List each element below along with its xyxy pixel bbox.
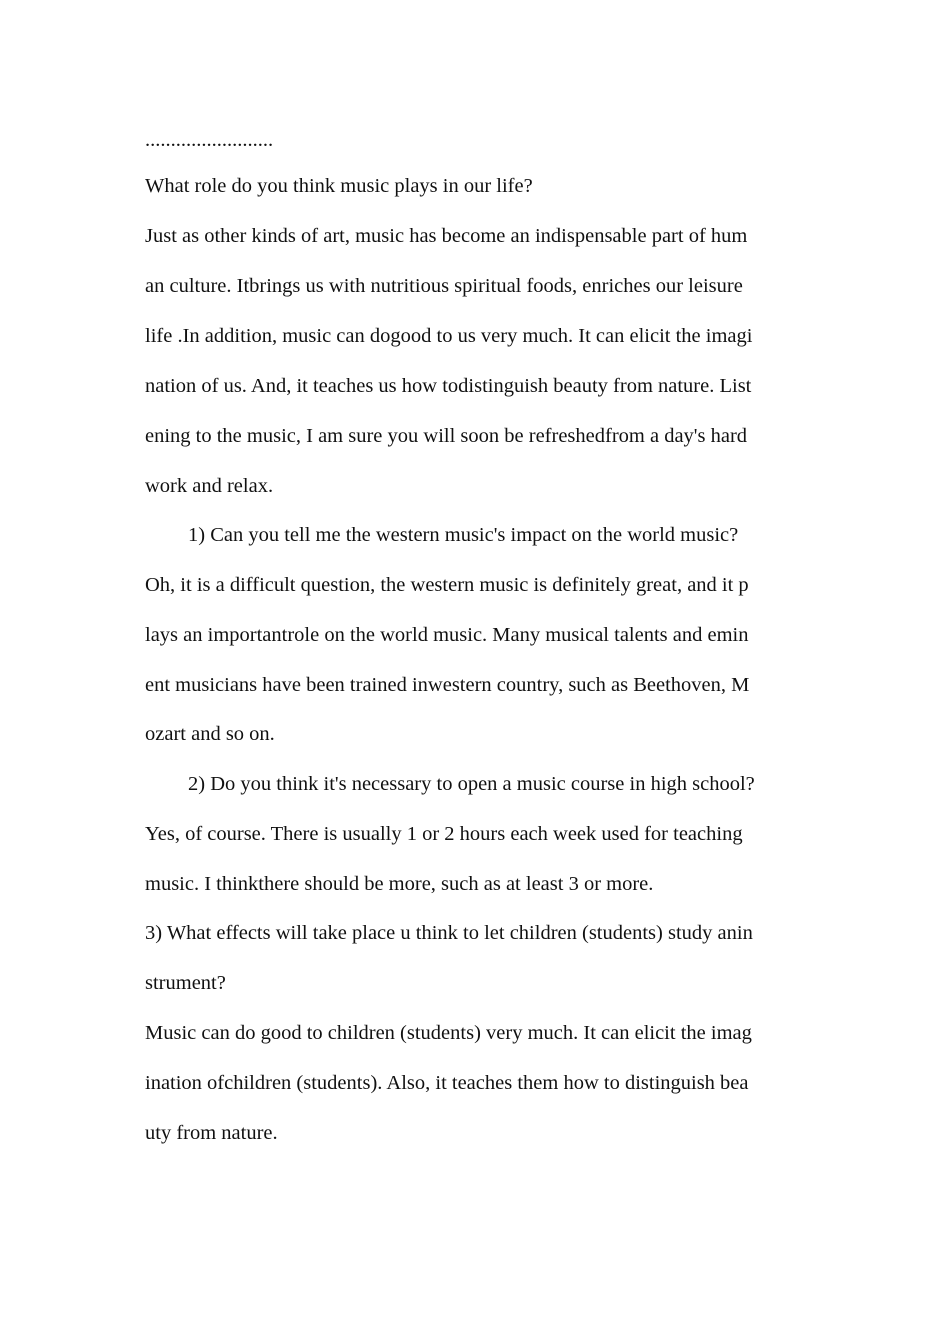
- answer-1-line: ozart and so on.: [145, 723, 275, 745]
- main-answer-line: Just as other kinds of art, music has become an indispensable part of hum: [145, 225, 748, 247]
- main-answer-line: life .In addition, music can dogood to us very much. It can elicit the imagi: [145, 325, 753, 347]
- answer-2-line: Yes, of course. There is usually 1 or 2 hours each week used for teaching: [145, 823, 743, 845]
- main-answer-line: work and relax.: [145, 475, 274, 497]
- question-1: 1) Can you tell me the western music's impact on the world music?: [188, 524, 739, 546]
- dots-line: .........................: [145, 129, 274, 151]
- main-question: What role do you think music plays in our life?: [145, 175, 533, 197]
- answer-3-line: Music can do good to children (students) very much. It can elicit the imag: [145, 1022, 752, 1044]
- answer-3-line: uty from nature.: [145, 1122, 278, 1144]
- answer-2-line: music. I thinkthere should be more, such as at least 3 or more.: [145, 873, 654, 895]
- answer-1-line: ent musicians have been trained inwestern country, such as Beethoven, M: [145, 674, 750, 696]
- main-answer-line: an culture. Itbrings us with nutritious spiritual foods, enriches our leisure: [145, 275, 743, 297]
- question-2: 2) Do you think it's necessary to open a music course in high school?: [188, 773, 755, 795]
- answer-1-line: Oh, it is a difficult question, the western music is definitely great, and it p: [145, 574, 749, 596]
- main-answer-line: ening to the music, I am sure you will soon be refreshedfrom a day's hard: [145, 425, 748, 447]
- answer-1-line: lays an importantrole on the world music. Many musical talents and emin: [145, 624, 749, 646]
- answer-3-line: ination ofchildren (students). Also, it teaches them how to distinguish bea: [145, 1072, 749, 1094]
- question-3-line: 3) What effects will take place u think to let children (students) study anin: [145, 922, 753, 944]
- main-answer-line: nation of us. And, it teaches us how todistinguish beauty from nature. List: [145, 375, 752, 397]
- question-3-line: strument?: [145, 972, 226, 994]
